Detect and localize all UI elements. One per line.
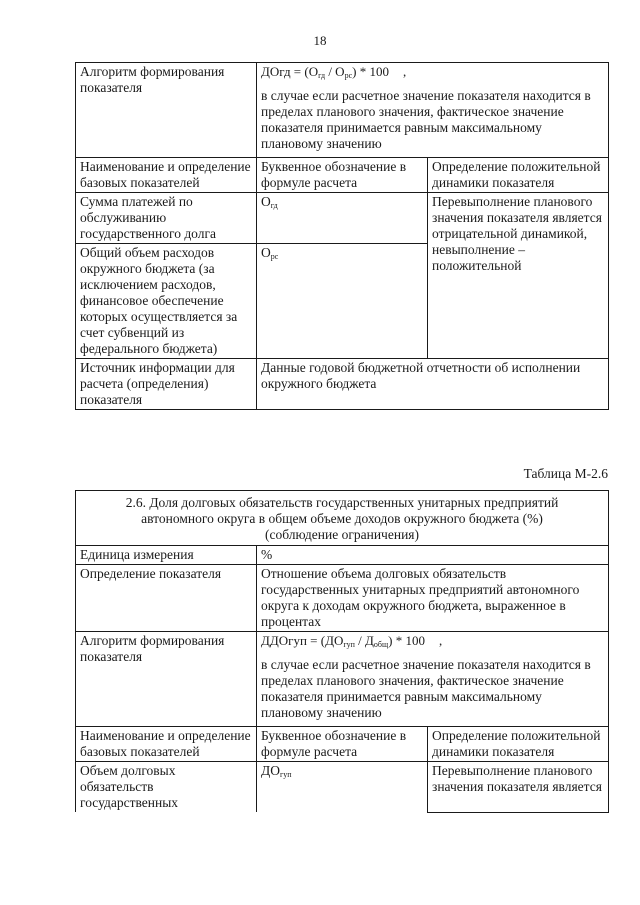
source-label: Источник информации для расчета (определения) показателя — [76, 359, 257, 410]
base-indicator-name: Общий объем расходов окружного бюджета (за исключением расходов, финансовое обеспечение которых осуществляется за счет субвенций из федерального бюджета) — [76, 244, 257, 359]
dynamics-definition: Перевыполнение планового значения показателя является — [428, 762, 609, 813]
indicator-table-continued — [75, 62, 609, 410]
base-indicator-symbol: $ДО_{гуп}$ — [257, 762, 428, 813]
algorithm-label: Алгоритм формирования показателя — [76, 632, 257, 727]
algorithm-cell — [257, 632, 609, 727]
source-text: Данные годовой бюджетной отчетности об исполнении окружного бюджета — [257, 359, 609, 410]
indicator-table-m-2-6 — [75, 490, 609, 813]
unit-label: Единица измерения — [76, 546, 257, 565]
table-row — [76, 193, 609, 244]
base-indicator-name: Объем долговых обязательств государственных — [76, 762, 257, 813]
base-indicator-symbol: $О_{гд}$ — [257, 193, 428, 244]
table-header-row — [76, 158, 609, 193]
column-name-header: Наименование и определение базовых показателей — [76, 727, 257, 762]
column-symbol-header: Буквенное обозначение в формуле расчета — [257, 158, 428, 193]
table-caption: Таблица М-2.6 — [523, 466, 608, 481]
dynamics-definition: Перевыполнение планового значения показателя является отрицательной динамикой, невыполнение – положительной — [428, 193, 609, 359]
indicator-title: 2.6. Доля долговых обязательств государственных унитарных предприятий автономного округа в общем объеме доходов окружного бюджета (%) (соблюдение ограничения) — [76, 491, 609, 546]
algorithm-label: Алгоритм формирования показателя — [76, 63, 257, 158]
table-row — [76, 546, 609, 565]
base-indicator-symbol: $О_{рс}$ — [257, 244, 428, 359]
formula: ДДОгуп = $(ДО_{гуп} / Д_{общ}) * 100$ , — [261, 633, 443, 649]
column-name-header: Наименование и определение базовых показателей — [76, 158, 257, 193]
column-symbol-header: Буквенное обозначение в формуле расчета — [257, 727, 428, 762]
table-title-row — [76, 491, 609, 546]
algorithm-cell — [257, 63, 609, 158]
page-number: 18 — [313, 33, 327, 48]
column-dynamics-header: Определение положительной динамики показателя — [428, 158, 609, 193]
formula: ДОгд = $(О_{гд} / О_{рс}) * 100$ , — [261, 64, 407, 80]
table-row — [76, 63, 609, 158]
table-row — [76, 565, 609, 632]
table-row — [76, 359, 609, 410]
definition-text: Отношение объема долговых обязательств государственных унитарных предприятий автономного округа к доходам окружного бюджета, выраженное в процентах — [257, 565, 609, 632]
definition-label: Определение показателя — [76, 565, 257, 632]
algorithm-text: в случае если расчетное значение показателя находится в пределах планового значения, фактическое значение показателя принимается равным максимальному плановому значению — [261, 88, 591, 151]
table-row — [76, 632, 609, 727]
unit-value: % — [257, 546, 609, 565]
column-dynamics-header: Определение положительной динамики показателя — [428, 727, 609, 762]
table-header-row — [76, 727, 609, 762]
algorithm-text: в случае если расчетное значение показателя находится в пределах планового значения, фактическое значение показателя принимается равным максимальному плановому значению — [261, 657, 591, 720]
table-row — [76, 762, 609, 813]
base-indicator-name: Сумма платежей по обслуживанию государственного долга — [76, 193, 257, 244]
